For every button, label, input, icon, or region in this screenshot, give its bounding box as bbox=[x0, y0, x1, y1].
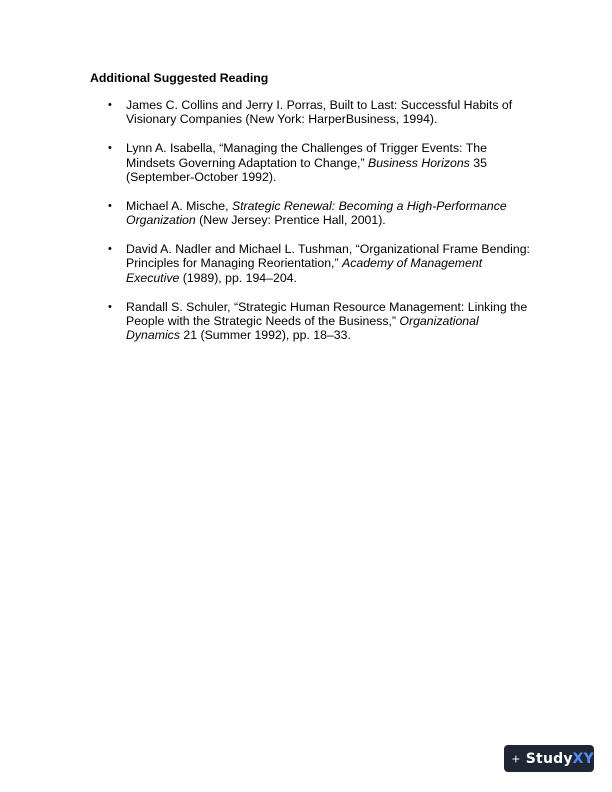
reference-text-part: 35 (September-October 1992). bbox=[126, 155, 487, 185]
bullet-icon: • bbox=[108, 243, 112, 256]
bullet-icon: • bbox=[108, 99, 112, 111]
reference-text bbox=[126, 300, 527, 343]
reference-text-part: 21 (Summer 1992), pp. 18–33. bbox=[179, 328, 351, 343]
reference-text bbox=[126, 242, 530, 285]
reference-title-italic: Strategic Renewal: Becoming a High-Performance Organization bbox=[126, 198, 507, 228]
bullet-icon: • bbox=[108, 142, 112, 155]
reference-text bbox=[126, 141, 487, 184]
badge-brand-study: Study bbox=[525, 750, 573, 767]
reference-text bbox=[126, 98, 512, 126]
reference-text-part: Michael A. Mische, bbox=[126, 198, 232, 213]
reference-title-italic: Organizational Dynamics bbox=[126, 314, 479, 343]
reference-item bbox=[90, 300, 530, 343]
reference-text bbox=[126, 199, 507, 227]
reference-text-part: Randall S. Schuler, “Strategic Human Resource Management: Linking the People with the Strategic Needs of the Business,” bbox=[126, 299, 528, 329]
reference-list bbox=[90, 98, 530, 357]
reference-item bbox=[90, 242, 530, 285]
badge-brand bbox=[526, 751, 594, 767]
reference-title-italic: Business Horizons bbox=[368, 155, 470, 170]
reference-title-italic: Academy of Management Executive bbox=[126, 256, 483, 285]
reference-item bbox=[90, 141, 530, 184]
reference-item bbox=[90, 199, 530, 228]
reference-text-part: (1989), pp. 194–204. bbox=[179, 270, 297, 285]
reference-text-part: Lynn A. Isabella, “Managing the Challenges of Trigger Events: The Mindsets Governing Adaptation to Change,” bbox=[126, 141, 487, 170]
reference-text-part: James C. Collins and Jerry I. Porras, Built to Last: Successful Habits of Visionary Companies (New York: HarperBusiness, 1994). bbox=[126, 98, 513, 127]
section-heading: Additional Suggested Reading bbox=[90, 71, 269, 85]
bullet-icon: • bbox=[108, 199, 112, 212]
plus-icon bbox=[512, 751, 520, 767]
reference-text-part: (New Jersey: Prentice Hall, 2001). bbox=[195, 213, 386, 228]
reference-item bbox=[90, 98, 530, 127]
studyxy-badge[interactable] bbox=[504, 745, 594, 772]
reference-text-part: David A. Nadler and Michael L. Tushman, “Organizational Frame Bending: Principles for Managing Reorientation,” bbox=[126, 242, 530, 271]
bullet-icon: • bbox=[108, 300, 112, 313]
badge-brand-xy: XY bbox=[572, 750, 594, 767]
